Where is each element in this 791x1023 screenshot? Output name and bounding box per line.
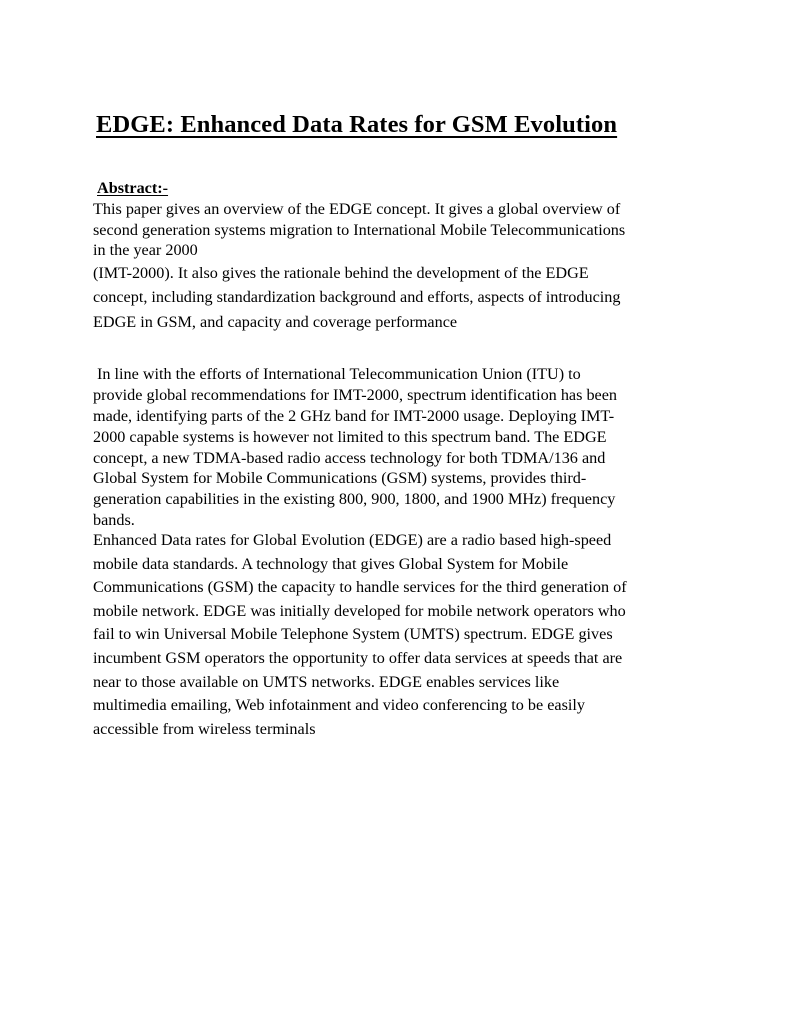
text-line: bands. bbox=[93, 511, 135, 530]
text-line: concept, including standardization background and efforts, aspects of introducing bbox=[93, 288, 621, 306]
text-line: 2000 capable systems is however not limited to this spectrum band. The EDGE bbox=[93, 427, 607, 446]
abstract-paragraph bbox=[93, 199, 713, 334]
text-line: fail to win Universal Mobile Telephone System (UMTS) spectrum. EDGE gives bbox=[93, 625, 613, 644]
text-line: made, identifying parts of the 2 GHz band for IMT-2000 usage. Deploying IMT- bbox=[93, 406, 615, 425]
text-line: Communications (GSM) the capacity to handle services for the third generation of bbox=[93, 578, 627, 597]
text-line: multimedia emailing, Web infotainment and video conferencing to be easily bbox=[93, 696, 585, 715]
text-line: In line with the efforts of International Telecommunication Union (ITU) to bbox=[97, 365, 581, 383]
itu-paragraph bbox=[93, 364, 713, 531]
text-line: incumbent GSM operators the opportunity to offer data services at speeds that are bbox=[93, 648, 623, 667]
abstract-heading: Abstract:- bbox=[97, 179, 169, 197]
text-line: near to those available on UMTS networks. EDGE enables services like bbox=[93, 672, 560, 691]
text-line: (IMT-2000). It also gives the rationale behind the development of the EDGE bbox=[93, 263, 589, 282]
edge-description-paragraph bbox=[93, 529, 713, 741]
text-line: in the year 2000 bbox=[93, 241, 198, 259]
text-line: second generation systems migration to International Mobile Telecommunications bbox=[93, 220, 626, 239]
text-line: accessible from wireless terminals bbox=[93, 719, 316, 738]
document-title: EDGE: Enhanced Data Rates for GSM Evolution bbox=[96, 111, 618, 138]
text-line: This paper gives an overview of the EDGE concept. It gives a global overview of bbox=[93, 200, 621, 218]
text-line: provide global recommendations for IMT-2000, spectrum identification has been bbox=[93, 385, 618, 404]
text-line: Enhanced Data rates for Global Evolution (EDGE) are a radio based high-speed bbox=[93, 531, 612, 549]
text-line: concept, a new TDMA-based radio access technology for both TDMA/136 and bbox=[93, 448, 606, 467]
text-line: mobile data standards. A technology that gives Global System for Mobile bbox=[93, 554, 569, 573]
text-line: Global System for Mobile Communications (GSM) systems, provides third- bbox=[93, 469, 587, 488]
text-line: mobile network. EDGE was initially developed for mobile network operators who bbox=[93, 601, 626, 620]
text-line: generation capabilities in the existing 800, 900, 1800, and 1900 MHz) frequency bbox=[93, 490, 616, 509]
text-line: EDGE in GSM, and capacity and coverage performance bbox=[93, 312, 458, 331]
